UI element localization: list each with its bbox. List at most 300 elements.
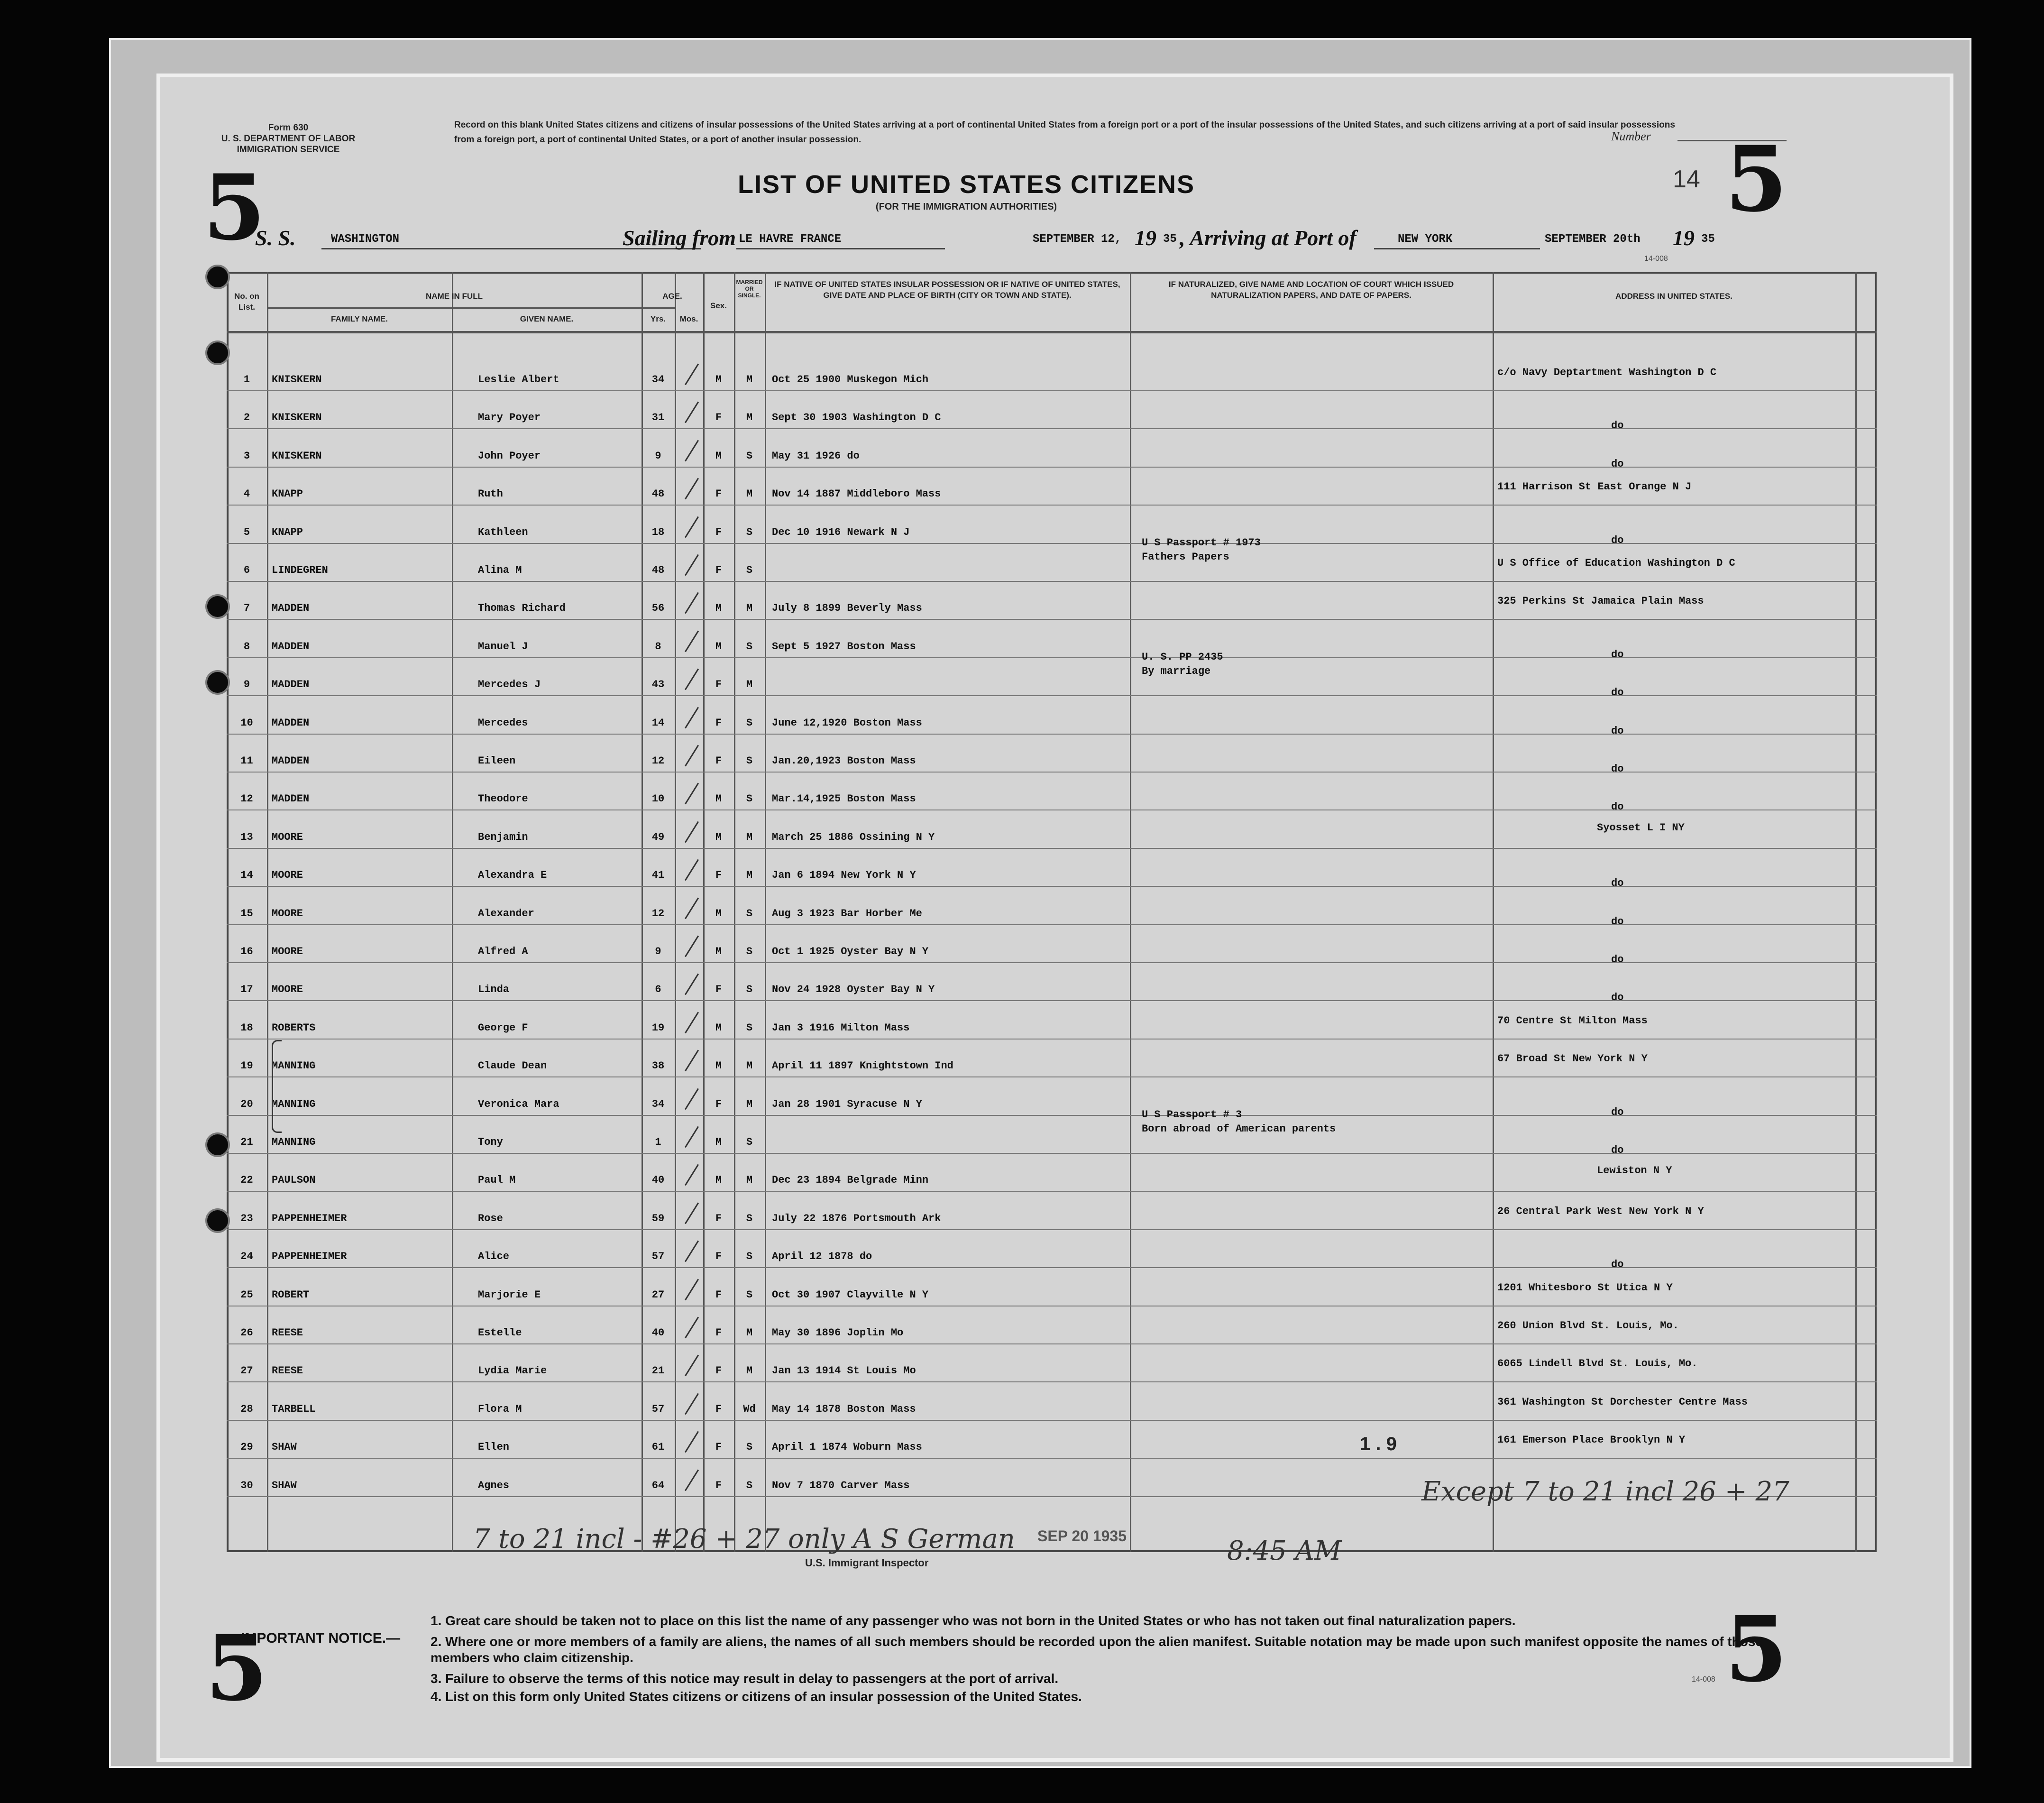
binder-hole <box>205 594 230 619</box>
row-number: 3 <box>243 450 250 462</box>
age-years: 18 <box>651 526 665 538</box>
given-name: Benjamin <box>478 831 528 843</box>
given-name: Claude Dean <box>478 1060 547 1072</box>
sex: F <box>715 869 722 882</box>
row-number: 17 <box>240 984 253 996</box>
age-years: 31 <box>651 412 665 424</box>
row-number: 28 <box>240 1403 253 1415</box>
col-divider <box>765 272 766 1552</box>
family-name: MADDEN <box>272 679 310 691</box>
family-name: MOORE <box>272 907 303 920</box>
birth-place: Oct 25 1900 Muskegon Mich <box>772 374 929 386</box>
given-name: Alina M <box>478 564 522 576</box>
departure-port: LE HAVRE FRANCE <box>739 233 842 246</box>
birth-place: June 12,1920 Boston Mass <box>772 717 922 729</box>
row-rule <box>227 390 1877 391</box>
given-name: Flora M <box>478 1403 522 1415</box>
sex: F <box>715 1212 722 1224</box>
address: 361 Washington St Dorchester Centre Mass <box>1497 1396 1748 1408</box>
family-name: PAULSON <box>272 1174 316 1187</box>
given-name: Mercedes J <box>478 679 541 691</box>
marital-status: M <box>746 488 753 500</box>
naturalization-record: U S Passport # 3 Born abroad of American parents <box>1142 1109 1336 1135</box>
address: U S Office of Education Washington D C <box>1497 557 1735 569</box>
row-rule <box>227 1191 1877 1192</box>
marital-status: S <box>746 640 753 653</box>
marital-status: M <box>746 1098 753 1110</box>
header-name-in-full: NAME IN FULL <box>426 292 483 301</box>
address: do <box>1611 877 1624 890</box>
handwritten-time: 8:45 AM <box>1227 1536 1342 1566</box>
given-name: Alfred A <box>478 946 528 957</box>
row-number: 2 <box>243 412 250 424</box>
birth-place: April 11 1897 Knightstown Ind <box>772 1060 953 1072</box>
address: do <box>1611 1259 1624 1271</box>
marital-status: S <box>746 1212 753 1224</box>
handwritten-note-right: Except 7 to 21 incl 26 + 27 <box>1421 1476 1789 1507</box>
birth-place: Nov 7 1870 Carver Mass <box>772 1479 910 1491</box>
given-name: Mercedes <box>478 717 528 729</box>
corner-mark-top-right: 5 <box>1725 126 1788 232</box>
binder-hole <box>205 265 230 289</box>
family-name: MADDEN <box>272 793 310 805</box>
birth-place: Jan 6 1894 New York N Y <box>772 869 916 882</box>
notice-heading: IMPORTANT NOTICE.— <box>241 1630 401 1646</box>
age-years: 6 <box>655 984 661 996</box>
family-name: KNAPP <box>272 488 303 500</box>
row-number: 26 <box>240 1327 253 1339</box>
birth-place: Oct 1 1925 Oyster Bay N Y <box>772 946 929 957</box>
sex: M <box>715 1021 722 1034</box>
marital-status: S <box>746 1441 753 1453</box>
row-number: 10 <box>240 717 253 729</box>
birth-place: April 1 1874 Woburn Mass <box>772 1441 922 1453</box>
given-name: Linda <box>478 984 510 996</box>
inspector-label: U.S. Immigrant Inspector <box>805 1557 929 1569</box>
page-number: 14 <box>1673 166 1700 193</box>
marital-status: S <box>746 946 753 957</box>
row-number: 23 <box>240 1212 253 1224</box>
naturalization-record: U S Passport # 1973 Fathers Papers <box>1142 537 1261 563</box>
birth-place: Sept 30 1903 Washington D C <box>772 412 941 424</box>
corner-mark-top-left: 5 <box>203 155 266 260</box>
family-name: MANNING <box>272 1136 316 1148</box>
address: do <box>1611 687 1624 699</box>
marital-status: M <box>746 374 753 386</box>
given-name: Ellen <box>478 1441 510 1453</box>
age-years: 38 <box>651 1060 665 1072</box>
address: do <box>1611 763 1624 775</box>
given-name: Alice <box>478 1251 510 1263</box>
address: 161 Emerson Place Brooklyn N Y <box>1497 1434 1686 1446</box>
family-name: PAPPENHEIMER <box>272 1251 347 1263</box>
family-name: MOORE <box>272 946 303 957</box>
col-divider <box>1493 272 1494 1552</box>
number-label: Number <box>1611 129 1651 143</box>
family-name: MOORE <box>272 869 303 882</box>
address: 6065 Lindell Blvd St. Louis, Mo. <box>1497 1358 1698 1370</box>
sex: F <box>715 1251 722 1263</box>
row-number: 12 <box>240 793 253 805</box>
age-years: 48 <box>651 564 665 576</box>
given-name: John Poyer <box>478 450 541 462</box>
sex: F <box>715 984 722 996</box>
given-name: Ruth <box>478 488 503 500</box>
header-no-on-list: No. on List. <box>234 292 259 312</box>
sex: M <box>715 450 722 462</box>
arrival-date: SEPTEMBER 20th <box>1545 233 1641 246</box>
col-divider <box>675 272 676 1552</box>
sex: F <box>715 526 722 538</box>
header-address: ADDRESS IN UNITED STATES. <box>1615 292 1732 301</box>
form-code: 14-008 <box>1644 255 1668 263</box>
family-name: TARBELL <box>272 1403 316 1415</box>
row-number: 20 <box>240 1098 253 1110</box>
row-number: 4 <box>243 488 250 500</box>
date-stamp: SEP 20 1935 <box>1037 1527 1127 1545</box>
header-divider <box>267 307 675 309</box>
age-years: 34 <box>651 1098 665 1110</box>
family-name: MOORE <box>272 831 303 843</box>
header-age-months: Mos. <box>679 314 698 323</box>
sex: F <box>715 488 722 500</box>
arrival-year: 35 <box>1701 233 1715 246</box>
header-age-years: Yrs. <box>650 314 666 323</box>
marital-status: S <box>746 1479 753 1491</box>
footer-code: 14-008 <box>1692 1675 1715 1683</box>
notice-item-1: 1. Great care should be taken not to place on this list the name of any passenger who was not born in the United States or who has not taken out final naturalization papers. <box>431 1613 1516 1628</box>
marital-status: S <box>746 1021 753 1034</box>
marital-status: M <box>746 1060 753 1072</box>
department-name: U. S. DEPARTMENT OF LABOR <box>221 134 356 144</box>
family-name: PAPPENHEIMER <box>272 1212 347 1224</box>
header-given-name: GIVEN NAME. <box>520 314 574 323</box>
age-years: 19 <box>651 1021 665 1034</box>
sex: F <box>715 564 722 576</box>
manifest-sheet <box>156 74 1953 1762</box>
address: do <box>1611 534 1624 546</box>
col-divider <box>452 272 453 1552</box>
birth-place: April 12 1878 do <box>772 1251 872 1263</box>
given-name: George F <box>478 1021 528 1034</box>
birth-place: May 30 1896 Joplin Mo <box>772 1327 904 1339</box>
naturalization-record: U. S. PP 2435 By marriage <box>1142 651 1223 678</box>
birth-place: July 22 1876 Portsmouth Ark <box>772 1212 941 1224</box>
row-rule <box>227 505 1877 506</box>
row-rule <box>227 581 1877 582</box>
birth-place: Sept 5 1927 Boston Mass <box>772 640 916 653</box>
address: 325 Perkins St Jamaica Plain Mass <box>1497 595 1704 607</box>
marital-status: M <box>746 1365 753 1377</box>
number-underline <box>1677 140 1787 141</box>
header-bottom-rule <box>227 331 1877 333</box>
row-number: 5 <box>243 526 250 538</box>
sex: F <box>715 1098 722 1110</box>
birth-place: March 25 1886 Ossining N Y <box>772 831 935 843</box>
row-number: 27 <box>240 1365 253 1377</box>
address: 70 Centre St Milton Mass <box>1497 1014 1648 1027</box>
row-number: 7 <box>243 602 250 615</box>
family-name: SHAW <box>272 1441 297 1453</box>
sex: F <box>715 679 722 691</box>
sex: M <box>715 640 722 653</box>
given-name: Marjorie E <box>478 1288 541 1301</box>
given-name: Lydia Marie <box>478 1365 547 1377</box>
sex: M <box>715 946 722 957</box>
marital-status: S <box>746 526 753 538</box>
age-years: 48 <box>651 488 665 500</box>
address: do <box>1611 1106 1624 1118</box>
family-name: LINDEGREN <box>272 564 328 576</box>
row-number: 29 <box>240 1441 253 1453</box>
age-years: 14 <box>651 717 665 729</box>
age-years: 21 <box>651 1365 665 1377</box>
family-name: SHAW <box>272 1479 297 1491</box>
marital-status: M <box>746 869 753 882</box>
row-number: 15 <box>240 907 253 920</box>
count-marks: 1 . 9 <box>1360 1434 1397 1454</box>
age-years: 40 <box>651 1327 665 1339</box>
marital-status: S <box>746 1288 753 1301</box>
sex: M <box>715 1174 722 1187</box>
birth-place: Nov 24 1928 Oyster Bay N Y <box>772 984 935 996</box>
age-years: 12 <box>651 907 665 920</box>
family-name: MANNING <box>272 1060 316 1072</box>
row-number: 21 <box>240 1136 253 1148</box>
birth-place: Mar.14,1925 Boston Mass <box>772 793 916 805</box>
age-years: 9 <box>655 946 661 957</box>
handwritten-note-left: 7 to 21 incl - #26 + 27 only A S German <box>473 1524 1015 1555</box>
given-name: Agnes <box>478 1479 510 1491</box>
given-name: Paul M <box>478 1174 516 1187</box>
header-marital-status: MARRIED OR SINGLE. <box>736 279 763 299</box>
given-name: Kathleen <box>478 526 528 538</box>
family-name: ROBERT <box>272 1288 310 1301</box>
age-years: 40 <box>651 1174 665 1187</box>
marital-status: M <box>746 412 753 424</box>
given-name: Theodore <box>478 793 528 805</box>
family-name: MOORE <box>272 984 303 996</box>
corner-mark-bottom-right: 5 <box>1725 1596 1788 1702</box>
birth-place: Jan.20,1923 Boston Mass <box>772 755 916 767</box>
age-years: 9 <box>655 450 661 462</box>
family-name: MADDEN <box>272 640 310 653</box>
record-instructions: Record on this blank United States citizens and citizens of insular possessions of the United States arriving at a port of continental United States from a foreign port or a port of the insular possessions of the United States, and such citizens arriving at a port of said insular possessions from a foreign port, a port of continental United States, or a port of another insular possession. <box>454 120 1675 145</box>
address: do <box>1611 1144 1624 1156</box>
row-number: 14 <box>240 869 253 882</box>
birth-place: July 8 1899 Beverly Mass <box>772 602 922 615</box>
row-rule <box>227 1076 1877 1077</box>
age-years: 27 <box>651 1288 665 1301</box>
address: do <box>1611 725 1624 737</box>
given-name: Tony <box>478 1136 503 1148</box>
address: do <box>1611 648 1624 661</box>
row-rule <box>227 1420 1877 1421</box>
corner-mark-bottom-left: 5 <box>205 1615 268 1721</box>
age-years: 41 <box>651 869 665 882</box>
notice-item-4: 4. List on this form only United States citizens or citizens of an insular possession of the United States. <box>431 1689 1082 1704</box>
age-years: 57 <box>651 1403 665 1415</box>
birth-place: May 31 1926 do <box>772 450 860 462</box>
row-number: 13 <box>240 831 253 843</box>
given-name: Veronica Mara <box>478 1098 559 1110</box>
given-name: Rose <box>478 1212 503 1224</box>
address: 67 Broad St New York N Y <box>1497 1053 1648 1065</box>
sex: F <box>715 1403 722 1415</box>
family-name: KNISKERN <box>272 374 322 386</box>
sailing-label: Sailing from <box>623 226 736 250</box>
row-number: 8 <box>243 640 250 653</box>
given-name: Mary Poyer <box>478 412 541 424</box>
arrival-port: NEW YORK <box>1398 233 1453 246</box>
binder-hole <box>205 1132 230 1157</box>
given-name: Alexander <box>478 907 534 920</box>
address: do <box>1611 801 1624 813</box>
address: Lewiston N Y <box>1597 1165 1672 1177</box>
row-number: 24 <box>240 1251 253 1263</box>
sex: M <box>715 1136 722 1148</box>
col-divider <box>267 272 268 1552</box>
birth-place: Oct 30 1907 Clayville N Y <box>772 1288 929 1301</box>
age-years: 56 <box>651 602 665 615</box>
age-years: 34 <box>651 374 665 386</box>
address: c/o Navy Deptartment Washington D C <box>1497 367 1717 378</box>
marital-status: M <box>746 1327 753 1339</box>
birth-place: Jan 3 1916 Milton Mass <box>772 1021 910 1034</box>
sex: F <box>715 1441 722 1453</box>
row-rule <box>227 1343 1877 1344</box>
marital-status: M <box>746 1174 753 1187</box>
marital-status: S <box>746 907 753 920</box>
departure-date: SEPTEMBER 12, <box>1033 233 1122 246</box>
family-name: KNISKERN <box>272 412 322 424</box>
sex: M <box>715 793 722 805</box>
sex: M <box>715 1060 722 1072</box>
birth-place: May 14 1878 Boston Mass <box>772 1403 916 1415</box>
family-name: REESE <box>272 1327 303 1339</box>
birth-place: Jan 28 1901 Syracuse N Y <box>772 1098 922 1110</box>
address: Syosset L I NY <box>1597 821 1685 834</box>
address: do <box>1611 954 1624 966</box>
birth-place: Jan 13 1914 St Louis Mo <box>772 1365 916 1377</box>
address: do <box>1611 915 1624 928</box>
sex: F <box>715 1479 722 1491</box>
family-name: KNAPP <box>272 526 303 538</box>
age-years: 49 <box>651 831 665 843</box>
family-name: MADDEN <box>272 755 310 767</box>
sex: M <box>715 602 722 615</box>
departure-year: 35 <box>1163 233 1177 246</box>
given-name: Estelle <box>478 1327 522 1339</box>
col-divider <box>1130 272 1131 1552</box>
row-rule <box>227 619 1877 620</box>
arrival-port-underline <box>1374 248 1540 249</box>
row-number: 6 <box>243 564 250 576</box>
given-name: Leslie Albert <box>478 374 559 386</box>
birth-place: Nov 14 1887 Middleboro Mass <box>772 488 941 500</box>
marital-status: S <box>746 1251 753 1263</box>
sex: F <box>715 717 722 729</box>
address: 260 Union Blvd St. Louis, Mo. <box>1497 1320 1679 1332</box>
row-number: 11 <box>240 755 253 767</box>
ss-label: S. S. <box>255 226 296 250</box>
marital-status: S <box>746 793 753 805</box>
marital-status: S <box>746 1136 753 1148</box>
row-number: 22 <box>240 1174 253 1187</box>
marital-status: Wd <box>743 1403 756 1415</box>
given-name: Thomas Richard <box>478 602 566 615</box>
binder-hole <box>205 340 230 365</box>
address: 111 Harrison St East Orange N J <box>1497 481 1692 493</box>
row-number: 19 <box>240 1060 253 1072</box>
sex: M <box>715 831 722 843</box>
age-years: 59 <box>651 1212 665 1224</box>
header-sex: Sex. <box>710 301 727 310</box>
row-number: 30 <box>240 1479 253 1491</box>
address: do <box>1611 992 1624 1004</box>
sex: F <box>715 1288 722 1301</box>
age-years: 64 <box>651 1479 665 1491</box>
given-name: Eileen <box>478 755 516 767</box>
age-years: 10 <box>651 793 665 805</box>
arrival-year-prefix: 19 <box>1673 226 1695 250</box>
form-number: Form 630 <box>268 123 309 133</box>
address: do <box>1611 420 1624 432</box>
page-subtitle: (FOR THE IMMIGRATION AUTHORITIES) <box>875 202 1057 212</box>
age-years: 61 <box>651 1441 665 1453</box>
address: 26 Central Park West New York N Y <box>1497 1205 1704 1217</box>
family-name: MADDEN <box>272 602 310 615</box>
header-birth-place: IF NATIVE OF UNITED STATES INSULAR POSSESSION OR IF NATIVE OF UNITED STATES, GIVE DATE AND PLACE OF BIRTH (CITY OR TOWN AND STATE). <box>774 280 1120 300</box>
marital-status: M <box>746 831 753 843</box>
sex: F <box>715 1365 722 1377</box>
marital-status: S <box>746 755 753 767</box>
sex: M <box>715 374 722 386</box>
family-bracket <box>272 1040 282 1133</box>
sex: F <box>715 412 722 424</box>
family-name: MADDEN <box>272 717 310 729</box>
header-age: AGE. <box>662 292 682 301</box>
row-rule <box>227 1229 1877 1230</box>
age-years: 43 <box>651 679 665 691</box>
marital-status: S <box>746 564 753 576</box>
age-years: 57 <box>651 1251 665 1263</box>
age-years: 8 <box>655 640 661 653</box>
row-rule <box>227 1458 1877 1459</box>
family-name: REESE <box>272 1365 303 1377</box>
marital-status: S <box>746 717 753 729</box>
birth-place: Dec 10 1916 Newark N J <box>772 526 910 538</box>
sex: F <box>715 755 722 767</box>
page-title: LIST OF UNITED STATES CITIZENS <box>738 170 1195 199</box>
given-name: Manuel J <box>478 640 528 653</box>
marital-status: M <box>746 679 753 691</box>
row-number: 9 <box>243 679 250 691</box>
notice-item-2: 2. Where one or more members of a family are aliens, the names of all such members should be recorded upon the alien manifest. Suitable notation may be made upon such manifest opposite the names of those members who claim citizenship. <box>431 1634 1763 1665</box>
notice-item-3: 3. Failure to observe the terms of this notice may result in delay to passengers at the port of arrival. <box>431 1671 1059 1686</box>
row-number: 25 <box>240 1288 253 1301</box>
row-number: 16 <box>240 946 253 957</box>
header-naturalization: IF NATURALIZED, GIVE NAME AND LOCATION OF COURT WHICH ISSUED NATURALIZATION PAPERS, AND DATE OF PAPERS. <box>1168 280 1454 300</box>
marital-status: S <box>746 450 753 462</box>
binder-hole <box>205 670 230 695</box>
binder-hole <box>205 1208 230 1233</box>
row-rule <box>227 1381 1877 1382</box>
address: 1201 Whitesboro St Utica N Y <box>1497 1281 1673 1294</box>
marital-status: S <box>746 984 753 996</box>
arriving-label: , Arriving at Port of <box>1180 226 1357 250</box>
row-rule <box>227 848 1877 849</box>
